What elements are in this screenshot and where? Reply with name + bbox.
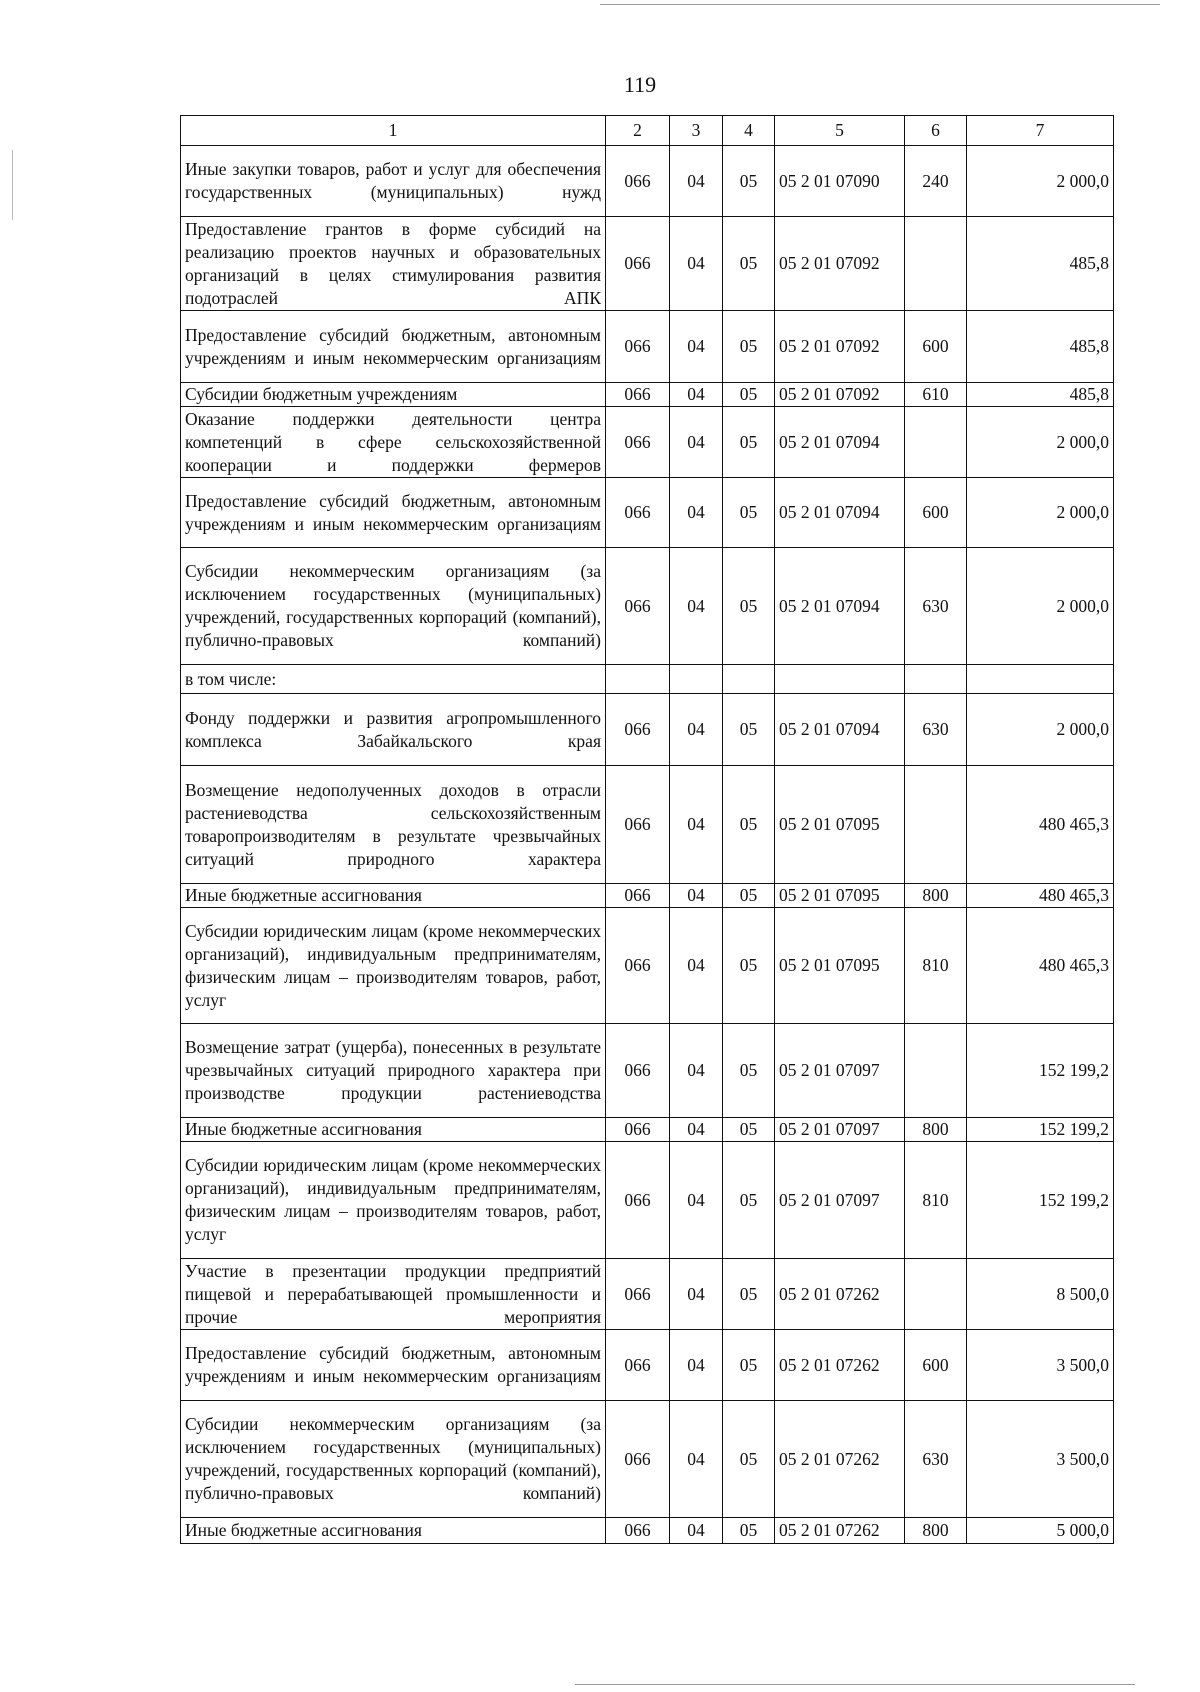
row-expense-type: 610 bbox=[905, 383, 967, 407]
row-description: Субсидии некоммерческим организациям (за исключением государственных (муниципальных) учреждений, государственных корпораций (компаний), публично-правовых компаний) bbox=[181, 1401, 606, 1518]
row-ministry-code: 066 bbox=[606, 766, 670, 884]
row-amount: 3 500,0 bbox=[967, 1401, 1114, 1518]
row-target-code: 05 2 01 07262 bbox=[775, 1518, 905, 1544]
row-target-code: 05 2 01 07094 bbox=[775, 694, 905, 766]
row-description: Субсидии бюджетным учреждениям bbox=[181, 383, 606, 407]
row-description: Иные закупки товаров, работ и услуг для обеспечения государственных (муниципальных) нужд bbox=[181, 146, 606, 217]
row-target-code: 05 2 01 07097 bbox=[775, 1142, 905, 1259]
row-expense-type bbox=[905, 665, 967, 694]
row-section-code: 04 bbox=[670, 1024, 723, 1118]
row-expense-type bbox=[905, 217, 967, 311]
row-description: Предоставление субсидий бюджетным, автономным учреждениям и иным некоммерческим организациям bbox=[181, 311, 606, 383]
table-row bbox=[181, 1142, 1114, 1259]
row-section-code: 04 bbox=[670, 1518, 723, 1544]
row-subsection-code: 05 bbox=[723, 1401, 775, 1518]
row-expense-type bbox=[905, 766, 967, 884]
budget-table bbox=[180, 115, 1114, 1544]
row-subsection-code: 05 bbox=[723, 1142, 775, 1259]
table-row bbox=[181, 1518, 1114, 1544]
row-target-code: 05 2 01 07095 bbox=[775, 766, 905, 884]
scan-artifact-top-line bbox=[600, 4, 1160, 5]
row-target-code: 05 2 01 07097 bbox=[775, 1024, 905, 1118]
row-expense-type: 600 bbox=[905, 311, 967, 383]
row-section-code: 04 bbox=[670, 407, 723, 478]
row-target-code: 05 2 01 07094 bbox=[775, 478, 905, 548]
row-ministry-code: 066 bbox=[606, 383, 670, 407]
row-description: Иные бюджетные ассигнования bbox=[181, 884, 606, 908]
row-subsection-code: 05 bbox=[723, 478, 775, 548]
table-row bbox=[181, 146, 1114, 217]
row-section-code: 04 bbox=[670, 1401, 723, 1518]
row-amount: 152 199,2 bbox=[967, 1024, 1114, 1118]
row-expense-type: 630 bbox=[905, 548, 967, 665]
row-expense-type: 800 bbox=[905, 1518, 967, 1544]
header-col-5: 5 bbox=[775, 116, 905, 146]
row-ministry-code: 066 bbox=[606, 1142, 670, 1259]
row-description: Предоставление субсидий бюджетным, автономным учреждениям и иным некоммерческим организациям bbox=[181, 478, 606, 548]
row-expense-type: 800 bbox=[905, 884, 967, 908]
row-expense-type bbox=[905, 407, 967, 478]
row-subsection-code: 05 bbox=[723, 1024, 775, 1118]
row-description: в том числе: bbox=[181, 665, 606, 694]
table-row bbox=[181, 694, 1114, 766]
row-ministry-code: 066 bbox=[606, 407, 670, 478]
row-expense-type: 630 bbox=[905, 694, 967, 766]
row-expense-type: 240 bbox=[905, 146, 967, 217]
table-row bbox=[181, 1259, 1114, 1330]
scan-artifact-left-edge bbox=[12, 150, 13, 220]
row-description: Субсидии некоммерческим организациям (за исключением государственных (муниципальных) учреждений, государственных корпораций (компаний), публично-правовых компаний) bbox=[181, 548, 606, 665]
row-ministry-code: 066 bbox=[606, 217, 670, 311]
header-col-3: 3 bbox=[670, 116, 723, 146]
row-description: Субсидии юридическим лицам (кроме некоммерческих организаций), индивидуальным предпринимателям, физическим лицам – производителям товаров, работ, услуг bbox=[181, 1142, 606, 1259]
row-expense-type: 810 bbox=[905, 908, 967, 1024]
row-amount: 485,8 bbox=[967, 311, 1114, 383]
row-section-code: 04 bbox=[670, 766, 723, 884]
row-section-code: 04 bbox=[670, 908, 723, 1024]
row-subsection-code: 05 bbox=[723, 766, 775, 884]
row-description: Участие в презентации продукции предприятий пищевой и перерабатывающей промышленности и прочие мероприятия bbox=[181, 1259, 606, 1330]
row-description: Возмещение недополученных доходов в отрасли растениеводства сельскохозяйственным товаропроизводителям в результате чрезвычайных ситуаций природного характера bbox=[181, 766, 606, 884]
row-section-code: 04 bbox=[670, 1118, 723, 1142]
row-amount: 2 000,0 bbox=[967, 548, 1114, 665]
row-section-code: 04 bbox=[670, 478, 723, 548]
table-row bbox=[181, 407, 1114, 478]
row-target-code: 05 2 01 07095 bbox=[775, 884, 905, 908]
table-row bbox=[181, 1401, 1114, 1518]
row-ministry-code: 066 bbox=[606, 1401, 670, 1518]
row-description: Иные бюджетные ассигнования bbox=[181, 1118, 606, 1142]
table-row bbox=[181, 478, 1114, 548]
row-section-code: 04 bbox=[670, 1330, 723, 1401]
table-row bbox=[181, 383, 1114, 407]
table-row bbox=[181, 766, 1114, 884]
row-ministry-code: 066 bbox=[606, 1024, 670, 1118]
row-target-code: 05 2 01 07092 bbox=[775, 383, 905, 407]
row-amount: 480 465,3 bbox=[967, 908, 1114, 1024]
row-target-code: 05 2 01 07095 bbox=[775, 908, 905, 1024]
row-section-code: 04 bbox=[670, 1259, 723, 1330]
table-row bbox=[181, 665, 1114, 694]
row-amount: 8 500,0 bbox=[967, 1259, 1114, 1330]
row-target-code: 05 2 01 07090 bbox=[775, 146, 905, 217]
row-amount: 2 000,0 bbox=[967, 478, 1114, 548]
page-number: 119 bbox=[623, 72, 657, 97]
row-ministry-code: 066 bbox=[606, 146, 670, 217]
row-subsection-code: 05 bbox=[723, 217, 775, 311]
row-target-code bbox=[775, 665, 905, 694]
row-expense-type: 800 bbox=[905, 1118, 967, 1142]
row-target-code: 05 2 01 07094 bbox=[775, 407, 905, 478]
row-subsection-code: 05 bbox=[723, 407, 775, 478]
row-ministry-code: 066 bbox=[606, 1330, 670, 1401]
row-subsection-code: 05 bbox=[723, 694, 775, 766]
header-col-2: 2 bbox=[606, 116, 670, 146]
row-expense-type: 810 bbox=[905, 1142, 967, 1259]
row-section-code: 04 bbox=[670, 146, 723, 217]
row-target-code: 05 2 01 07097 bbox=[775, 1118, 905, 1142]
row-section-code: 04 bbox=[670, 311, 723, 383]
row-ministry-code: 066 bbox=[606, 694, 670, 766]
row-amount: 152 199,2 bbox=[967, 1118, 1114, 1142]
row-ministry-code: 066 bbox=[606, 1259, 670, 1330]
row-amount: 2 000,0 bbox=[967, 407, 1114, 478]
row-section-code: 04 bbox=[670, 217, 723, 311]
row-subsection-code: 05 bbox=[723, 1330, 775, 1401]
row-description: Субсидии юридическим лицам (кроме некоммерческих организаций), индивидуальным предпринимателям, физическим лицам – производителям товаров, работ, услуг bbox=[181, 908, 606, 1024]
row-subsection-code: 05 bbox=[723, 383, 775, 407]
row-amount: 480 465,3 bbox=[967, 884, 1114, 908]
row-ministry-code: 066 bbox=[606, 1518, 670, 1544]
table-row bbox=[181, 1330, 1114, 1401]
row-target-code: 05 2 01 07262 bbox=[775, 1401, 905, 1518]
row-subsection-code: 05 bbox=[723, 548, 775, 665]
row-amount: 485,8 bbox=[967, 383, 1114, 407]
table-row bbox=[181, 311, 1114, 383]
row-subsection-code: 05 bbox=[723, 1259, 775, 1330]
table-row bbox=[181, 548, 1114, 665]
row-target-code: 05 2 01 07262 bbox=[775, 1259, 905, 1330]
row-description: Иные бюджетные ассигнования bbox=[181, 1518, 606, 1544]
row-target-code: 05 2 01 07094 bbox=[775, 548, 905, 665]
table-row bbox=[181, 908, 1114, 1024]
row-amount: 480 465,3 bbox=[967, 766, 1114, 884]
header-col-1: 1 bbox=[181, 116, 606, 146]
header-col-7: 7 bbox=[967, 116, 1114, 146]
row-amount: 152 199,2 bbox=[967, 1142, 1114, 1259]
row-subsection-code: 05 bbox=[723, 311, 775, 383]
table-row bbox=[181, 1024, 1114, 1118]
row-subsection-code: 05 bbox=[723, 908, 775, 1024]
row-ministry-code: 066 bbox=[606, 1118, 670, 1142]
row-section-code: 04 bbox=[670, 548, 723, 665]
row-expense-type: 600 bbox=[905, 478, 967, 548]
row-description: Предоставление субсидий бюджетным, автономным учреждениям и иным некоммерческим организациям bbox=[181, 1330, 606, 1401]
row-amount: 2 000,0 bbox=[967, 146, 1114, 217]
row-description: Фонду поддержки и развития агропромышленного комплекса Забайкальского края bbox=[181, 694, 606, 766]
row-ministry-code: 066 bbox=[606, 548, 670, 665]
row-amount: 2 000,0 bbox=[967, 694, 1114, 766]
row-section-code: 04 bbox=[670, 383, 723, 407]
row-expense-type: 600 bbox=[905, 1330, 967, 1401]
row-subsection-code: 05 bbox=[723, 1518, 775, 1544]
row-ministry-code bbox=[606, 665, 670, 694]
row-amount: 3 500,0 bbox=[967, 1330, 1114, 1401]
row-target-code: 05 2 01 07262 bbox=[775, 1330, 905, 1401]
row-amount: 485,8 bbox=[967, 217, 1114, 311]
table-row bbox=[181, 217, 1114, 311]
table-row bbox=[181, 1118, 1114, 1142]
row-subsection-code: 05 bbox=[723, 1118, 775, 1142]
row-description: Предоставление грантов в форме субсидий на реализацию проектов научных и образовательных организаций в целях стимулирования развития подотраслей АПК bbox=[181, 217, 606, 311]
row-subsection-code: 05 bbox=[723, 146, 775, 217]
row-expense-type: 630 bbox=[905, 1401, 967, 1518]
row-target-code: 05 2 01 07092 bbox=[775, 217, 905, 311]
row-subsection-code bbox=[723, 665, 775, 694]
row-subsection-code: 05 bbox=[723, 884, 775, 908]
row-section-code: 04 bbox=[670, 1142, 723, 1259]
row-section-code: 04 bbox=[670, 884, 723, 908]
row-amount: 5 000,0 bbox=[967, 1518, 1114, 1544]
row-description: Возмещение затрат (ущерба), понесенных в результате чрезвычайных ситуаций природного характера при производстве продукции растениеводства bbox=[181, 1024, 606, 1118]
header-col-4: 4 bbox=[723, 116, 775, 146]
row-target-code: 05 2 01 07092 bbox=[775, 311, 905, 383]
row-section-code bbox=[670, 665, 723, 694]
row-ministry-code: 066 bbox=[606, 884, 670, 908]
table-header-row bbox=[181, 116, 1114, 146]
row-expense-type bbox=[905, 1259, 967, 1330]
table-row bbox=[181, 884, 1114, 908]
row-expense-type bbox=[905, 1024, 967, 1118]
row-ministry-code: 066 bbox=[606, 478, 670, 548]
row-description: Оказание поддержки деятельности центра компетенций в сфере сельскохозяйственной кооперации и поддержки фермеров bbox=[181, 407, 606, 478]
row-ministry-code: 066 bbox=[606, 311, 670, 383]
scan-artifact-bottom-line bbox=[575, 1684, 1135, 1685]
row-section-code: 04 bbox=[670, 694, 723, 766]
header-col-6: 6 bbox=[905, 116, 967, 146]
row-amount bbox=[967, 665, 1114, 694]
row-ministry-code: 066 bbox=[606, 908, 670, 1024]
